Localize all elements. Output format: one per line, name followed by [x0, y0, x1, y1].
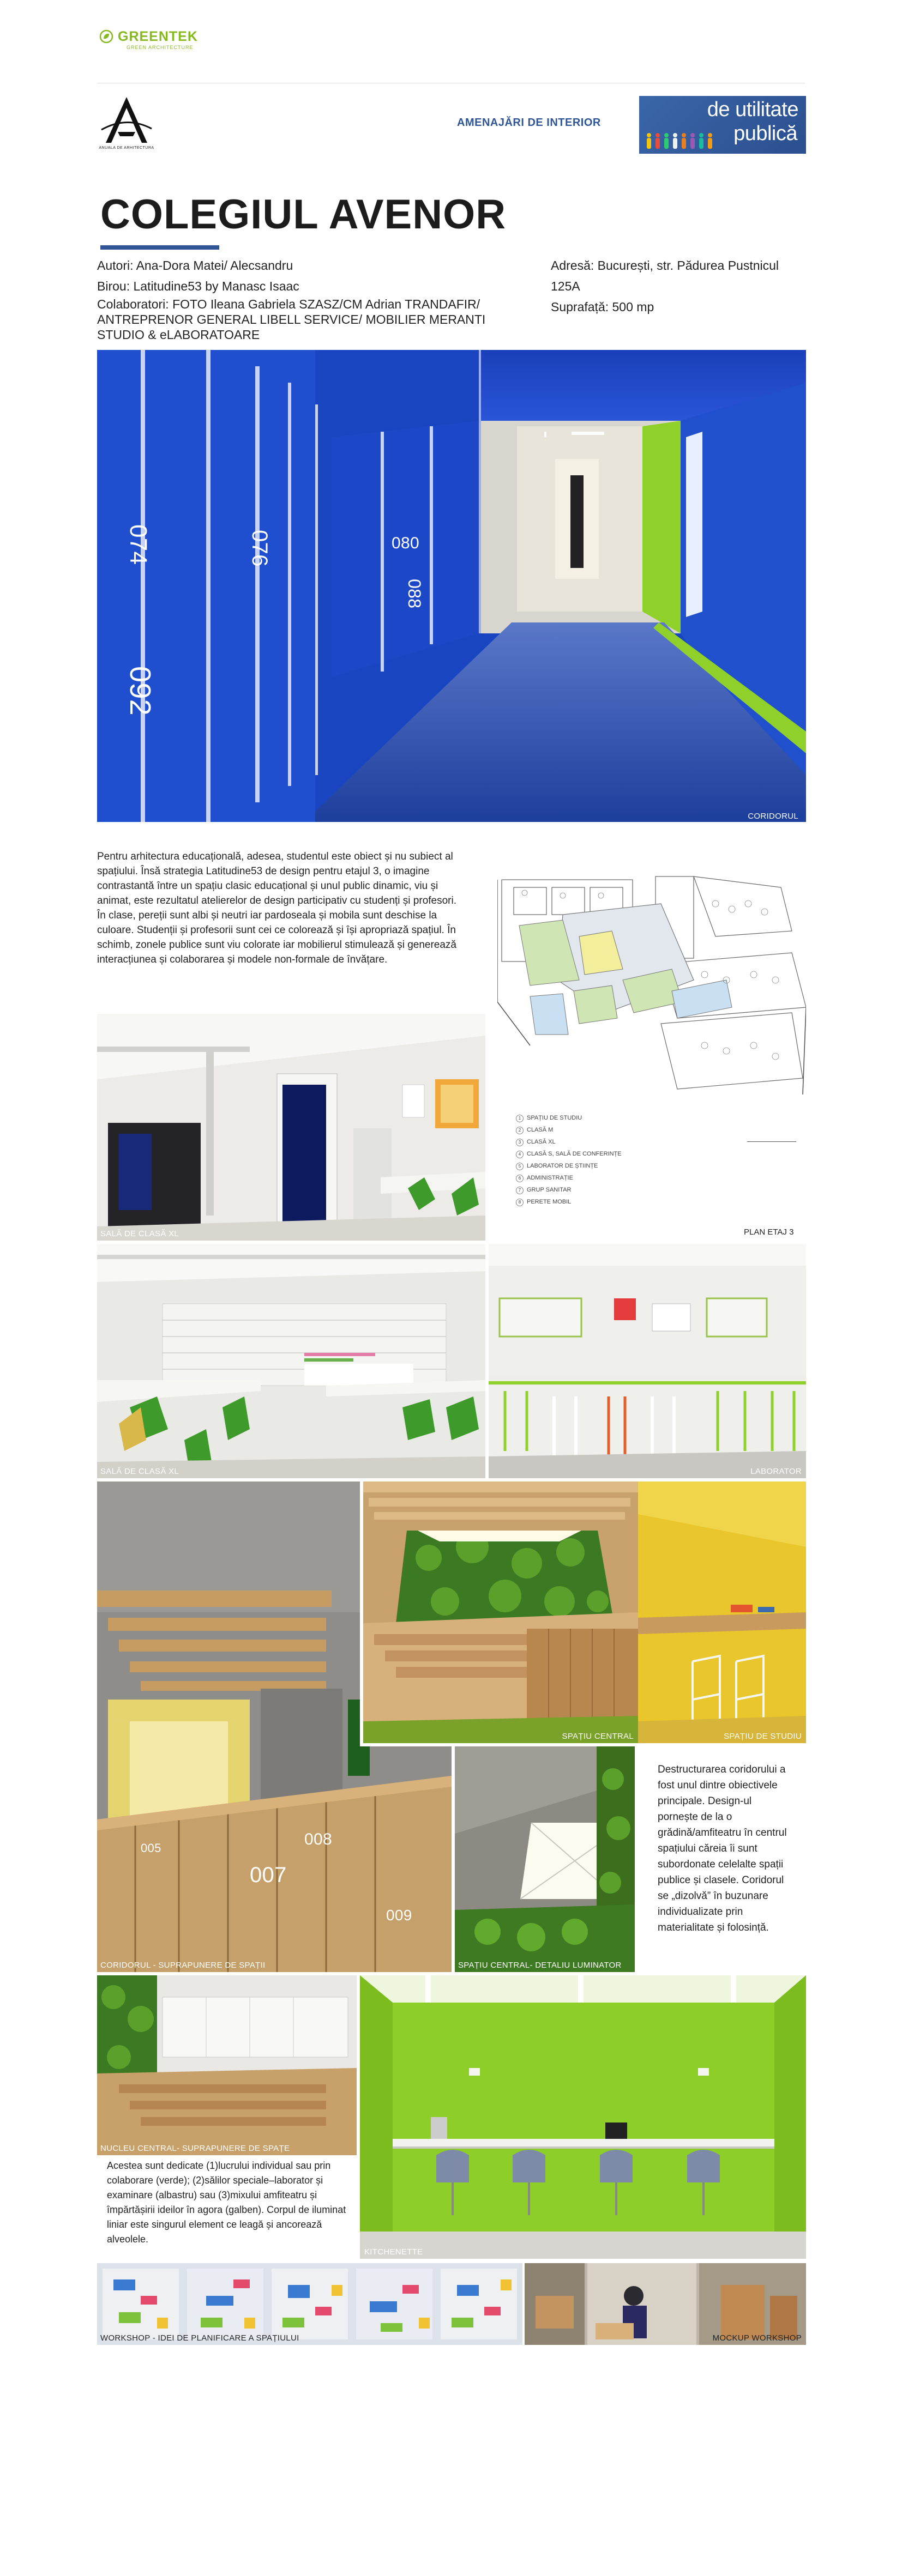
locker-number: 074 — [125, 524, 152, 565]
legend-item: 8 PERETE MOBIL — [516, 1196, 622, 1208]
corridor-illustration — [97, 350, 806, 822]
caption-plan: PLAN ETAJ 3 — [744, 1227, 794, 1237]
leaf-icon — [99, 29, 113, 44]
nuclei-text: Acestea sunt dedicate (1)lucrului individual sau prin colaborare (verde); (2)sălilor speciale–laborator și examinare (albastru) sau (3)mixului amfiteatru și împărtășirii ideilor în agora (galben). Corpul de iluminat liniar este singurul element ce leagă și ancorează alveolele. — [107, 2160, 346, 2245]
office: Birou: Latitudine53 by Manasc Isaac — [97, 279, 299, 293]
badge-line-1: de utilitate — [707, 98, 798, 121]
legend-item: 6 ADMINISTRAȚIE — [516, 1172, 622, 1184]
caption-corridor-overlap: CORIDORUL - SUPRAPUNERE DE SPAȚII — [100, 1961, 266, 1970]
legend-item: 5 LABORATOR DE ȘTIINȚE — [516, 1160, 622, 1172]
caption-central-space: SPAȚIU CENTRAL — [562, 1732, 634, 1741]
photo-classroom-xl-2 — [97, 1244, 485, 1478]
project-meta-left — [97, 255, 522, 342]
aa-logo-text: ANUALA DE ARHITECTURA — [99, 146, 154, 150]
photo-kitchenette — [360, 1975, 806, 2259]
floor-plan-drawing — [497, 871, 806, 1105]
locker-number: 005 — [141, 1841, 161, 1855]
caption-workshop: WORKSHOP - IDEI DE PLANIFICARE A SPAȚIULUI — [100, 2333, 299, 2343]
locker-number: 007 — [250, 1863, 287, 1887]
category-badge — [639, 96, 806, 154]
photo-workshop — [97, 2263, 522, 2345]
photo-classroom-xl-1 — [97, 1014, 485, 1241]
caption-laboratory: LABORATOR — [750, 1467, 802, 1476]
project-title: COLEGIUL AVENOR — [100, 191, 507, 238]
locker-number: 076 — [248, 530, 272, 567]
greentek-logo — [97, 27, 201, 57]
legend-item: 2 CLASĂ M — [516, 1124, 622, 1136]
photo-central-skylight — [455, 1746, 635, 1972]
photo-corridor — [97, 350, 806, 822]
locker-number: 080 — [392, 534, 419, 552]
central-space-illustration — [363, 1481, 638, 1743]
caption-central-nucleus: NUCLEU CENTRAL- SUPRAPUNERE DE SPAȚE — [100, 2144, 290, 2153]
mockup-illustration — [525, 2263, 806, 2345]
aa-logo — [94, 94, 159, 157]
legend-item: 4 CLASĂ S, SALĂ DE CONFERINȚE — [516, 1148, 622, 1160]
classroom-2-illustration — [97, 1244, 485, 1478]
badge-line-2: publică — [733, 122, 797, 145]
address: Adresă: București, str. Pădurea Pustnicul 125A — [551, 258, 779, 293]
category-label: AMENAJĂRI DE INTERIOR — [457, 117, 601, 129]
photo-study-space — [638, 1481, 806, 1743]
caption-kitchenette: KITCHENETTE — [364, 2247, 423, 2257]
locker-number: 009 — [386, 1907, 412, 1924]
project-meta-right — [551, 255, 807, 317]
legend-item: 7 GRUP SANITAR — [516, 1184, 622, 1196]
intro-text: Pentru arhitectura educațională, adesea, studentul este obiect și nu subiect al spațiului. Însă strategia Latitudine53 de design pentru etajul 3, o imagine contrastantă între un spațiu clasic educațional și unul public dinamic, viu și animat, este rezultatul atelierelor de design participativ cu studenți și profesori. În clase, pereții sunt albi și neutri iar pardoseala și mobila sunt deschise la culoare. Studenții și profesorii sunt cei ce colorează și își apropriază spațiul. În schimb, zonele publice sunt viu colorate iar mobilierul stimulează și generează interacțiunea și colaborarea și modele non-formale de învățare. — [97, 851, 457, 965]
caption-classroom-xl-2: SALĂ DE CLASĂ XL — [100, 1467, 179, 1476]
photo-laboratory — [489, 1244, 806, 1478]
legend-item: 1 SPAȚIU DE STUDIU — [516, 1112, 622, 1124]
title-underline — [100, 245, 219, 250]
locker-number: 092 — [124, 666, 157, 716]
brand-name: GREENTEK — [118, 29, 198, 44]
plan-legend — [516, 1112, 622, 1208]
kitchenette-illustration — [360, 1975, 806, 2259]
study-space-illustration — [638, 1481, 806, 1743]
legend-item: 3 CLASĂ XL — [516, 1136, 622, 1148]
classroom-illustration — [97, 1014, 485, 1241]
caption-corridor: CORIDORUL — [748, 812, 798, 821]
destructuring-text: Destructurarea coridorului a fost unul dintre obiectivele principale. Design-ul pornește de la o grădină/amfiteatru în centrul spațiului căreia îi sunt subordonate celelalte spații publice și clasele. Coridorul se „dizolvă” în buzunare individualizate prin materialitate și folosință. — [658, 1764, 787, 1933]
collaborators: Colaboratori: FOTO Ileana Gabriela SZASZ/CM Adrian TRANDAFIR/ ANTREPRENOR GENERAL LIBELL SERVICE/ MOBILIER MERANTI STUDIO & eLABORATOARE — [97, 297, 486, 342]
locker-number: 088 — [405, 579, 424, 609]
caption-classroom-xl-1: SALĂ DE CLASĂ XL — [100, 1229, 179, 1238]
caption-mockup-workshop: MOCKUP WORKSHOP — [712, 2333, 802, 2343]
skylight-illustration — [455, 1746, 635, 1972]
caption-study-space: SPAȚIU DE STUDIU — [724, 1732, 802, 1741]
area: Suprafață: 500 mp — [551, 300, 654, 314]
workshop-illustration — [97, 2263, 522, 2345]
people-icon — [645, 132, 726, 152]
aa-logo-mark — [94, 94, 159, 146]
brand-sub: GREEN ARCHITECTURE — [127, 45, 194, 50]
scale-bar — [747, 1141, 796, 1144]
laboratory-illustration — [489, 1244, 806, 1478]
nucleus-illustration — [97, 1975, 357, 2155]
photo-mockup-workshop — [525, 2263, 806, 2345]
authors: Autori: Ana-Dora Matei/ Alecsandru — [97, 258, 293, 273]
floor-plan — [497, 871, 806, 1105]
photo-central-space — [360, 1481, 638, 1746]
photo-central-nucleus — [97, 1975, 357, 2155]
caption-central-skylight: SPAȚIU CENTRAL- DETALIU LUMINATOR — [458, 1961, 622, 1970]
locker-number: 008 — [304, 1830, 332, 1848]
